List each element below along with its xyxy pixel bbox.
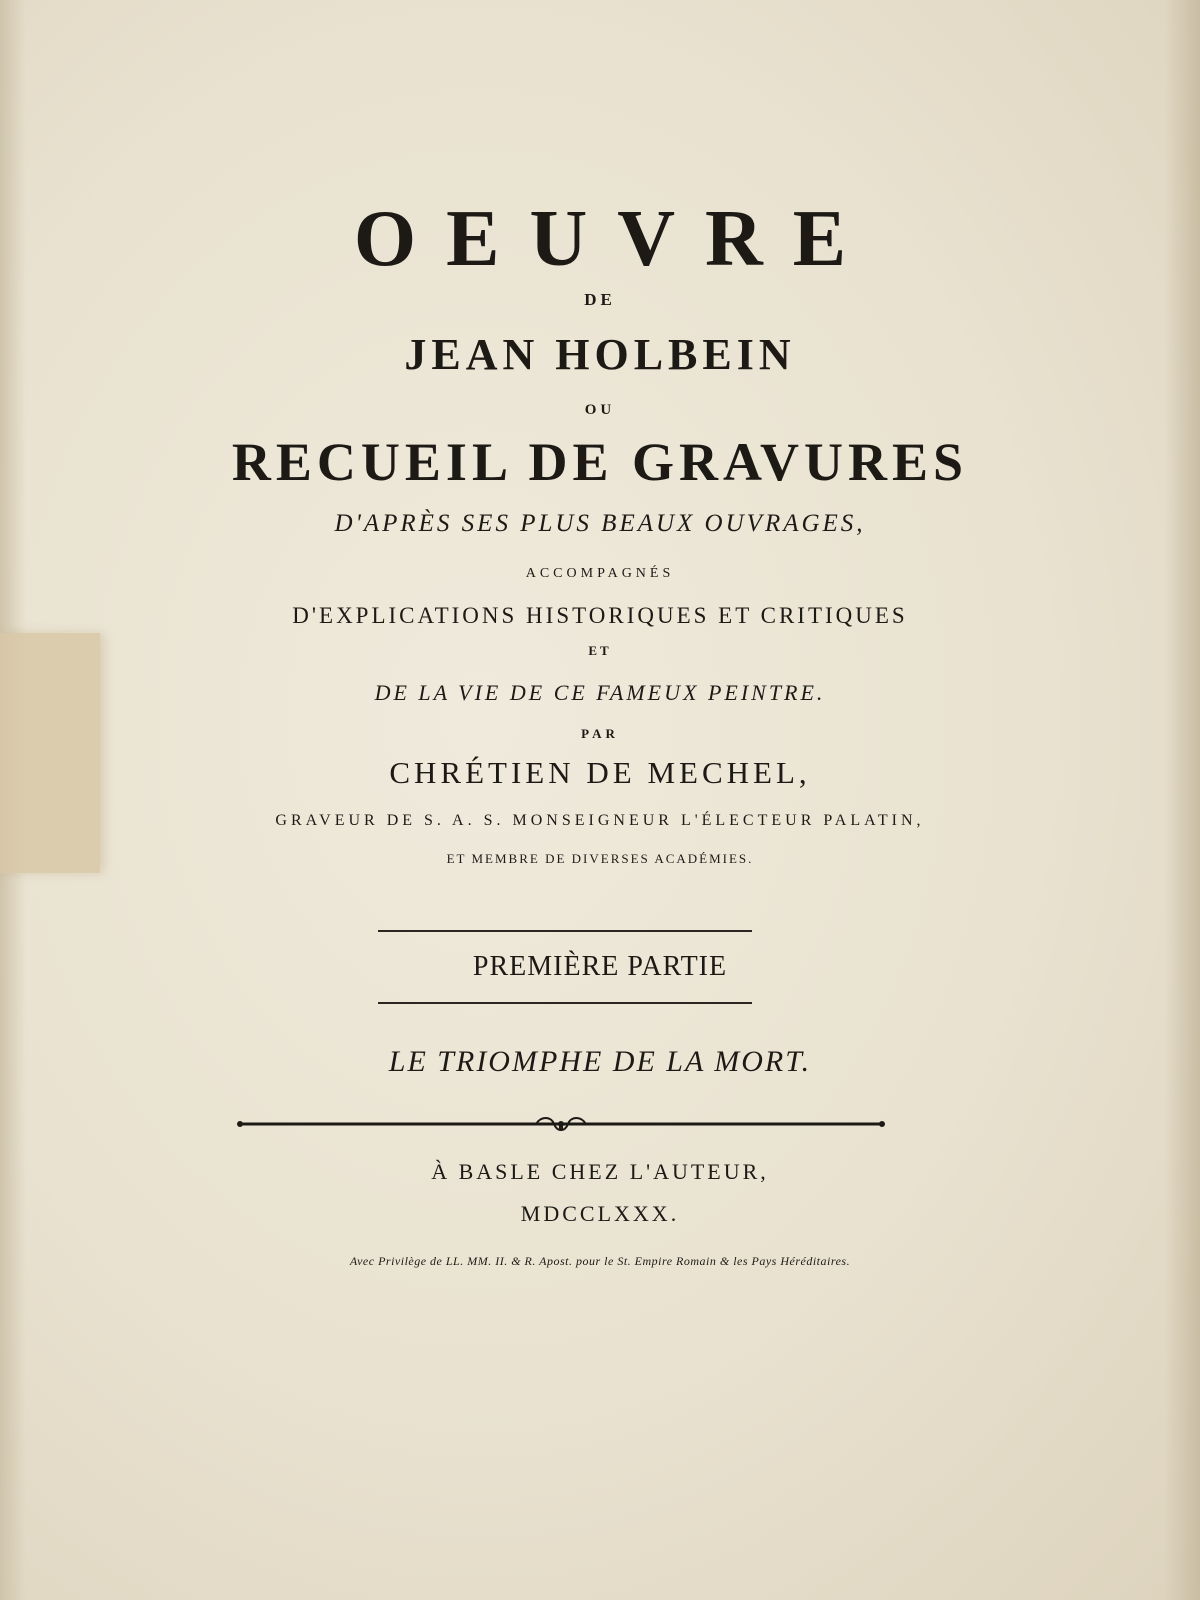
subtitle-line-after: D'APRÈS SES PLUS BEAUX OUVRAGES, [334,510,866,537]
imprint-place: À BASLE CHEZ L'AUTEUR, [431,1159,769,1184]
rule-top [378,930,752,932]
book-title: OEUVRE [353,195,877,283]
subtitle-accompagnes: ACCOMPAGNÉS [525,566,675,581]
engraver-title: GRAVEUR DE S. A. S. MONSEIGNEUR L'ÉLECTEUR PALATIN, [275,812,925,829]
ornamental-divider [236,1114,886,1134]
paper-stain [0,633,100,873]
book-subtitle: RECUEIL DE GRAVURES [231,432,969,492]
part-heading: PREMIÈRE PARTIE [472,951,728,982]
subtitle-vie: DE LA VIE DE CE FAMEUX PEINTRE. [374,680,826,705]
connector-et: ET [588,643,612,658]
connector-ou: OU [584,402,616,418]
privilege-notice: Avec Privilège de LL. MM. II. & R. Apost. pour le St. Empire Romain & les Pays Héréditaires. [349,1254,851,1268]
connector-de: DE [584,290,616,309]
connector-par: PAR [581,726,619,741]
rule-bottom [378,1002,752,1004]
engraver-name: CHRÉTIEN DE MECHEL, [389,755,811,790]
engraver-memberships: ET MEMBRE DE DIVERSES ACADÉMIES. [446,851,754,866]
author-name: JEAN HOLBEIN [404,330,796,379]
subtitle-explications: D'EXPLICATIONS HISTORIQUES ET CRITIQUES [292,603,908,628]
part-title: LE TRIOMPHE DE LA MORT. [388,1045,812,1078]
imprint-year: MDCCLXXX. [520,1201,680,1226]
